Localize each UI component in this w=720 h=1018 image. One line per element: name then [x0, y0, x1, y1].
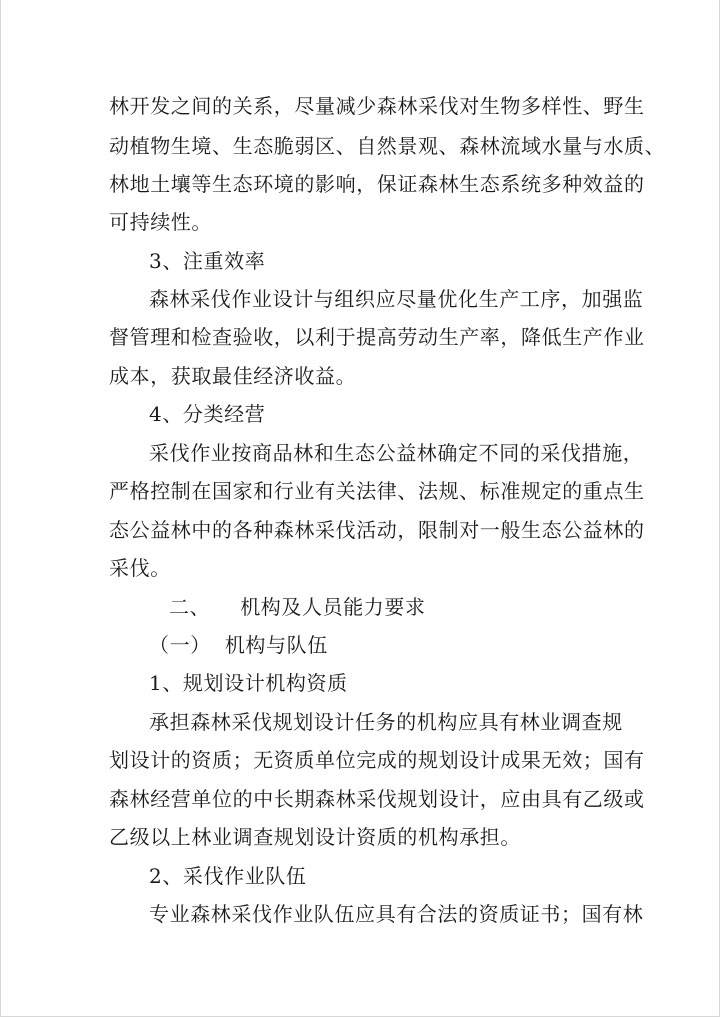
subsection-title: 机构与队伍: [224, 633, 328, 657]
body-text-line: 专业森林采伐作业队伍应具有合法的资质证书；国有林: [149, 902, 644, 926]
body-text-line: 森林经营单位的中长期森林采伐规划设计，应由具有乙级或: [109, 787, 645, 811]
subsection-heading: [149, 633, 328, 657]
chapter-number: 二、: [169, 595, 211, 619]
section-heading: 1、规划设计机构资质: [149, 671, 348, 695]
body-text-line: 林开发之间的关系，尽量减少森林采伐对生物多样性、野生: [109, 94, 645, 118]
section-heading: 3、注重效率: [149, 249, 266, 273]
body-text-line: 动植物生境、生态脆弱区、自然景观、森林流域水量与水质、: [109, 134, 666, 158]
section-heading: 2、采伐作业队伍: [149, 864, 307, 888]
body-text-line: 严格控制在国家和行业有关法律、法规、标准规定的重点生: [109, 479, 645, 503]
body-text-line: 乙级以上林业调查规划设计资质的机构承担。: [109, 825, 521, 849]
body-text-line: 森林采伐作业设计与组织应尽量优化生产工序，加强监: [149, 287, 644, 311]
body-text-line: 态公益林中的各种森林采伐活动，限制对一般生态公益林的: [109, 518, 645, 542]
chapter-title: 机构及人员能力要求: [240, 595, 426, 619]
body-text-line: 划设计的资质；无资质单位完成的规划设计成果无效；国有: [109, 748, 645, 772]
body-text-line: 承担森林采伐规划设计任务的机构应具有林业调查规: [149, 710, 623, 734]
body-text-line: 采伐作业按商品林和生态公益林确定不同的采伐措施，: [149, 441, 644, 465]
section-heading: 4、分类经营: [149, 402, 266, 426]
body-text-line: 林地土壤等生态环境的影响，保证森林生态系统多种效益的: [109, 172, 645, 196]
body-text-line: 成本，获取最佳经济收益。: [109, 364, 357, 388]
body-text-line: 督管理和检查验收，以利于提高劳动生产率，降低生产作业: [109, 325, 645, 349]
subsection-number: （一）: [149, 633, 211, 657]
body-text-line: 采伐。: [109, 556, 171, 580]
body-text-line: 可持续性。: [109, 210, 212, 234]
chapter-heading: [169, 595, 426, 619]
